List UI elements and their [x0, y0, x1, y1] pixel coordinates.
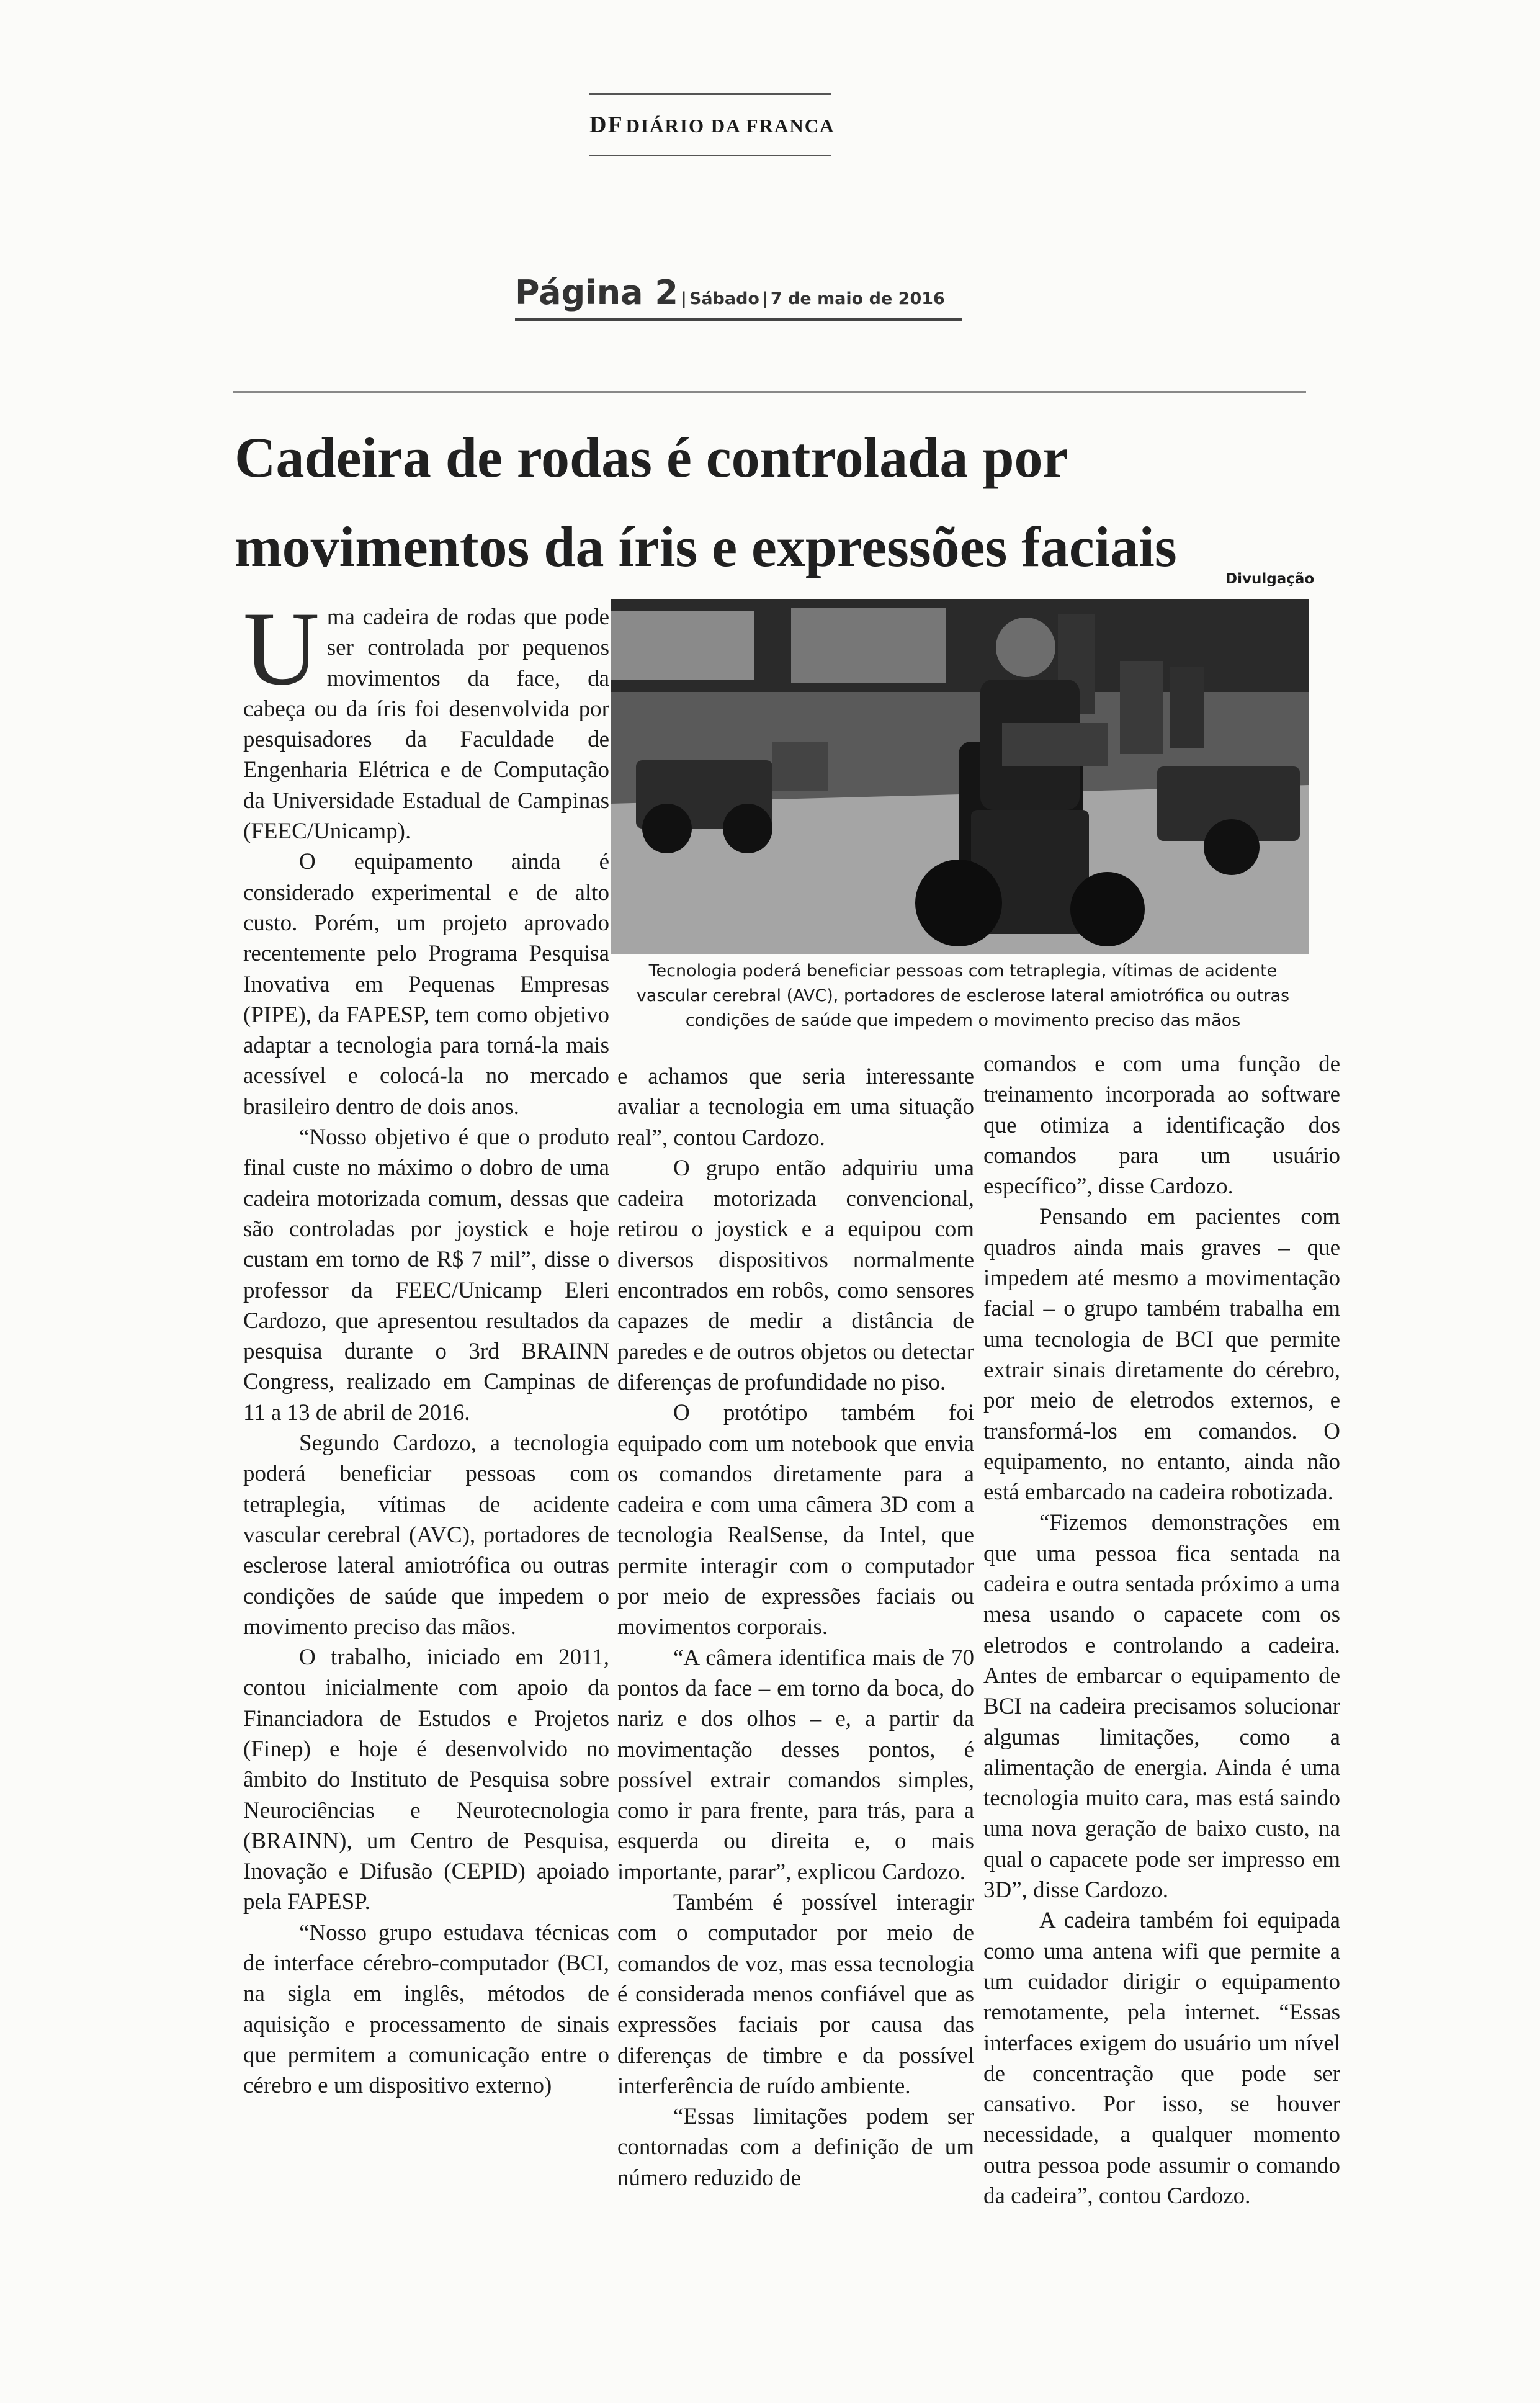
column-2-paragraph-1: e achamos que seria interessante avaliar a tecnologia em uma situação real”, contou Cardozo.: [617, 1064, 974, 1151]
column-1-paragraph-6: “Nosso grupo estudava técnicas de interface cérebro-computador (BCI, na sigla em inglês, métodos de aquisição e processamento de sinais que permitem a comunicação entre o cérebro e um dispositivo externo): [243, 1920, 609, 2099]
article-headline: Cadeira de rodas é controlada por movimentos da íris e expressões faciais: [235, 426, 1177, 578]
headline-rule: [233, 391, 1306, 393]
column-1-paragraph-1: [243, 590, 609, 847]
column-2-paragraph-5: Também é possível interagir com o computador por meio de comandos de voz, mas essa tecnologia é considerada menos confiável que as expressões faciais por causa das diferenças de timbre e da possível interferência de ruído ambiente.: [617, 1890, 974, 2099]
column-3-paragraph-3: “Fizemos demonstrações em que uma pessoa fica sentada na cadeira e outra sentada próximo a uma mesa usando o capacete com os eletrodos e controlando a cadeira. Antes de embarcar o equipamento de BCI na cadeira precisamos solucionar algumas limitações, como a alimentação de energia. Ainda é uma tecnologia muito cara, mas está saindo uma nova geração de baixo custo, na qual o capacete pode ser impresso em 3D”, disse Cardozo.: [983, 1510, 1340, 1903]
masthead-rule-bottom: [589, 155, 831, 156]
photo-credit: Divulgação: [1225, 571, 1315, 587]
article-column-1: [243, 590, 609, 2101]
page-header: [515, 273, 962, 321]
page-date: 7 de maio de 2016: [770, 289, 945, 308]
column-2-paragraph-3: O protótipo também foi equipado com um notebook que envia os comandos diretamente para a cadeira e com uma câmera 3D com a tecnologia RealSense, da Intel, que permite interagir com o computador por meio de expressões faciais ou movimentos corporais.: [617, 1400, 974, 1640]
page-separator-1: |: [681, 289, 687, 308]
column-1-paragraph-4: Segundo Cardozo, a tecnologia poderá beneficiar pessoas com tetraplegia, vítimas de acidente vascular cerebral (AVC), portadores de esclerose lateral amiotrófica ou outras condições de saúde que impedem o movimento preciso das mãos.: [243, 1431, 609, 1640]
column-1-paragraph-1-text: ma cadeira de rodas que pode ser controlada por pequenos movimentos da face, da cabeça ou da íris foi desenvolvida por pesquisadores da Faculdade de Engenharia Elétrica e de Computação da Universidade Estadual de Campinas (FEEC/Unicamp).: [243, 604, 609, 845]
column-1-paragraph-3: “Nosso objetivo é que o produto final custe no máximo o dobro de uma cadeira motorizada comum, dessas que são controladas por joystick e hoje custam em torno de R$ 7 mil”, disse o professor da FEEC/Unicamp Eleri Cardozo, que apresentou resultados da pesquisa durante o 3rd BRAINN Congress, realizado em Campinas de 11 a 13 de abril de 2016.: [243, 1125, 609, 1426]
column-3-paragraph-1: comandos e com uma função de treinamento incorporada ao software que otimiza a identificação dos comandos para um usuário específico”, disse Cardozo.: [983, 1051, 1340, 1200]
drop-cap: U: [243, 590, 320, 707]
page-header-underline: [515, 318, 962, 321]
column-1-paragraph-5: O trabalho, iniciado em 2011, contou inicialmente com apoio da Financiadora de Estudos e Projetos (Finep) e hoje é desenvolvido no âmbito do Instituto de Pesquisa sobre Neurociências e Neurotecnologia (BRAINN), um Centro de Pesquisa, Inovação e Difusão (CEPID) apoiado pela FAPESP.: [243, 1645, 609, 1915]
masthead-name: DIÁRIO DA FRANCA: [625, 115, 835, 137]
photo-caption: Tecnologia poderá beneficiar pessoas com tetraplegia, vítimas de acidente vascular cerebral (AVC), portadores de esclerose lateral amiotrófica ou outras condições de saúde que impedem o movimento preciso das mãos: [636, 961, 1290, 1030]
page-number: Página 2: [515, 273, 678, 312]
masthead: [589, 93, 835, 168]
column-3-paragraph-4: A cadeira também foi equipada como uma antena wifi que permite a um cuidador dirigir o equipamento remotamente, pela internet. “Essas interfaces exigem do usuário um nível de concentração que pode ser cansativo. Por isso, se houver necessidade, a qualquer momento outra pessoa pode assumir o comando da cadeira”, contou Cardozo.: [983, 1908, 1340, 2209]
masthead-rule-top: [589, 93, 831, 95]
page-day: Sábado: [689, 289, 759, 308]
article-column-3: [983, 1049, 1340, 2211]
masthead-logo: DF: [589, 112, 624, 138]
article-photo: [611, 599, 1309, 954]
column-2-paragraph-4: “A câmera identifica mais de 70 pontos da face – em torno da boca, do nariz e dos olhos – e, a partir da movimentação desses pontos, é possível extrair comandos simples, como ir para frente, para trás, para a esquerda ou direita e, o mais importante, parar”, explicou Cardozo.: [617, 1645, 974, 1885]
column-3-paragraph-2: Pensando em pacientes com quadros ainda mais graves – que impedem até mesmo a movimentação facial – o grupo também trabalha em uma tecnologia de BCI que permite extrair sinais diretamente do cérebro, por meio de eletrodos externos, e transformá-los em comandos. O equipamento, no entanto, ainda não está embarcado na cadeira robotizada.: [983, 1204, 1340, 1506]
column-1-paragraph-2: O equipamento ainda é considerado experimental e de alto custo. Porém, um projeto aprovado recentemente pelo Programa Pesquisa Inovativa em Pequenas Empresas (PIPE), da FAPESP, tem como objetivo adaptar a tecnologia para torná-la mais acessível e colocá-la no mercado brasileiro dentro de dois anos.: [243, 849, 609, 1120]
column-2-paragraph-6: “Essas limitações podem ser contornadas com a definição de um número reduzido de: [617, 2104, 974, 2191]
article-column-2: [617, 1061, 974, 2193]
wheelchair-photo-illustration: [611, 599, 1309, 954]
page-separator-2: |: [761, 289, 768, 308]
column-2-paragraph-2: O grupo então adquiriu uma cadeira motorizada convencional, retirou o joystick e a equipou com diversos dispositivos normalmente encontrados em robôs, como sensores capazes de medir a distância de paredes e de outros objetos ou detectar diferenças de profundidade no piso.: [617, 1155, 974, 1395]
masthead-title: [589, 111, 835, 138]
